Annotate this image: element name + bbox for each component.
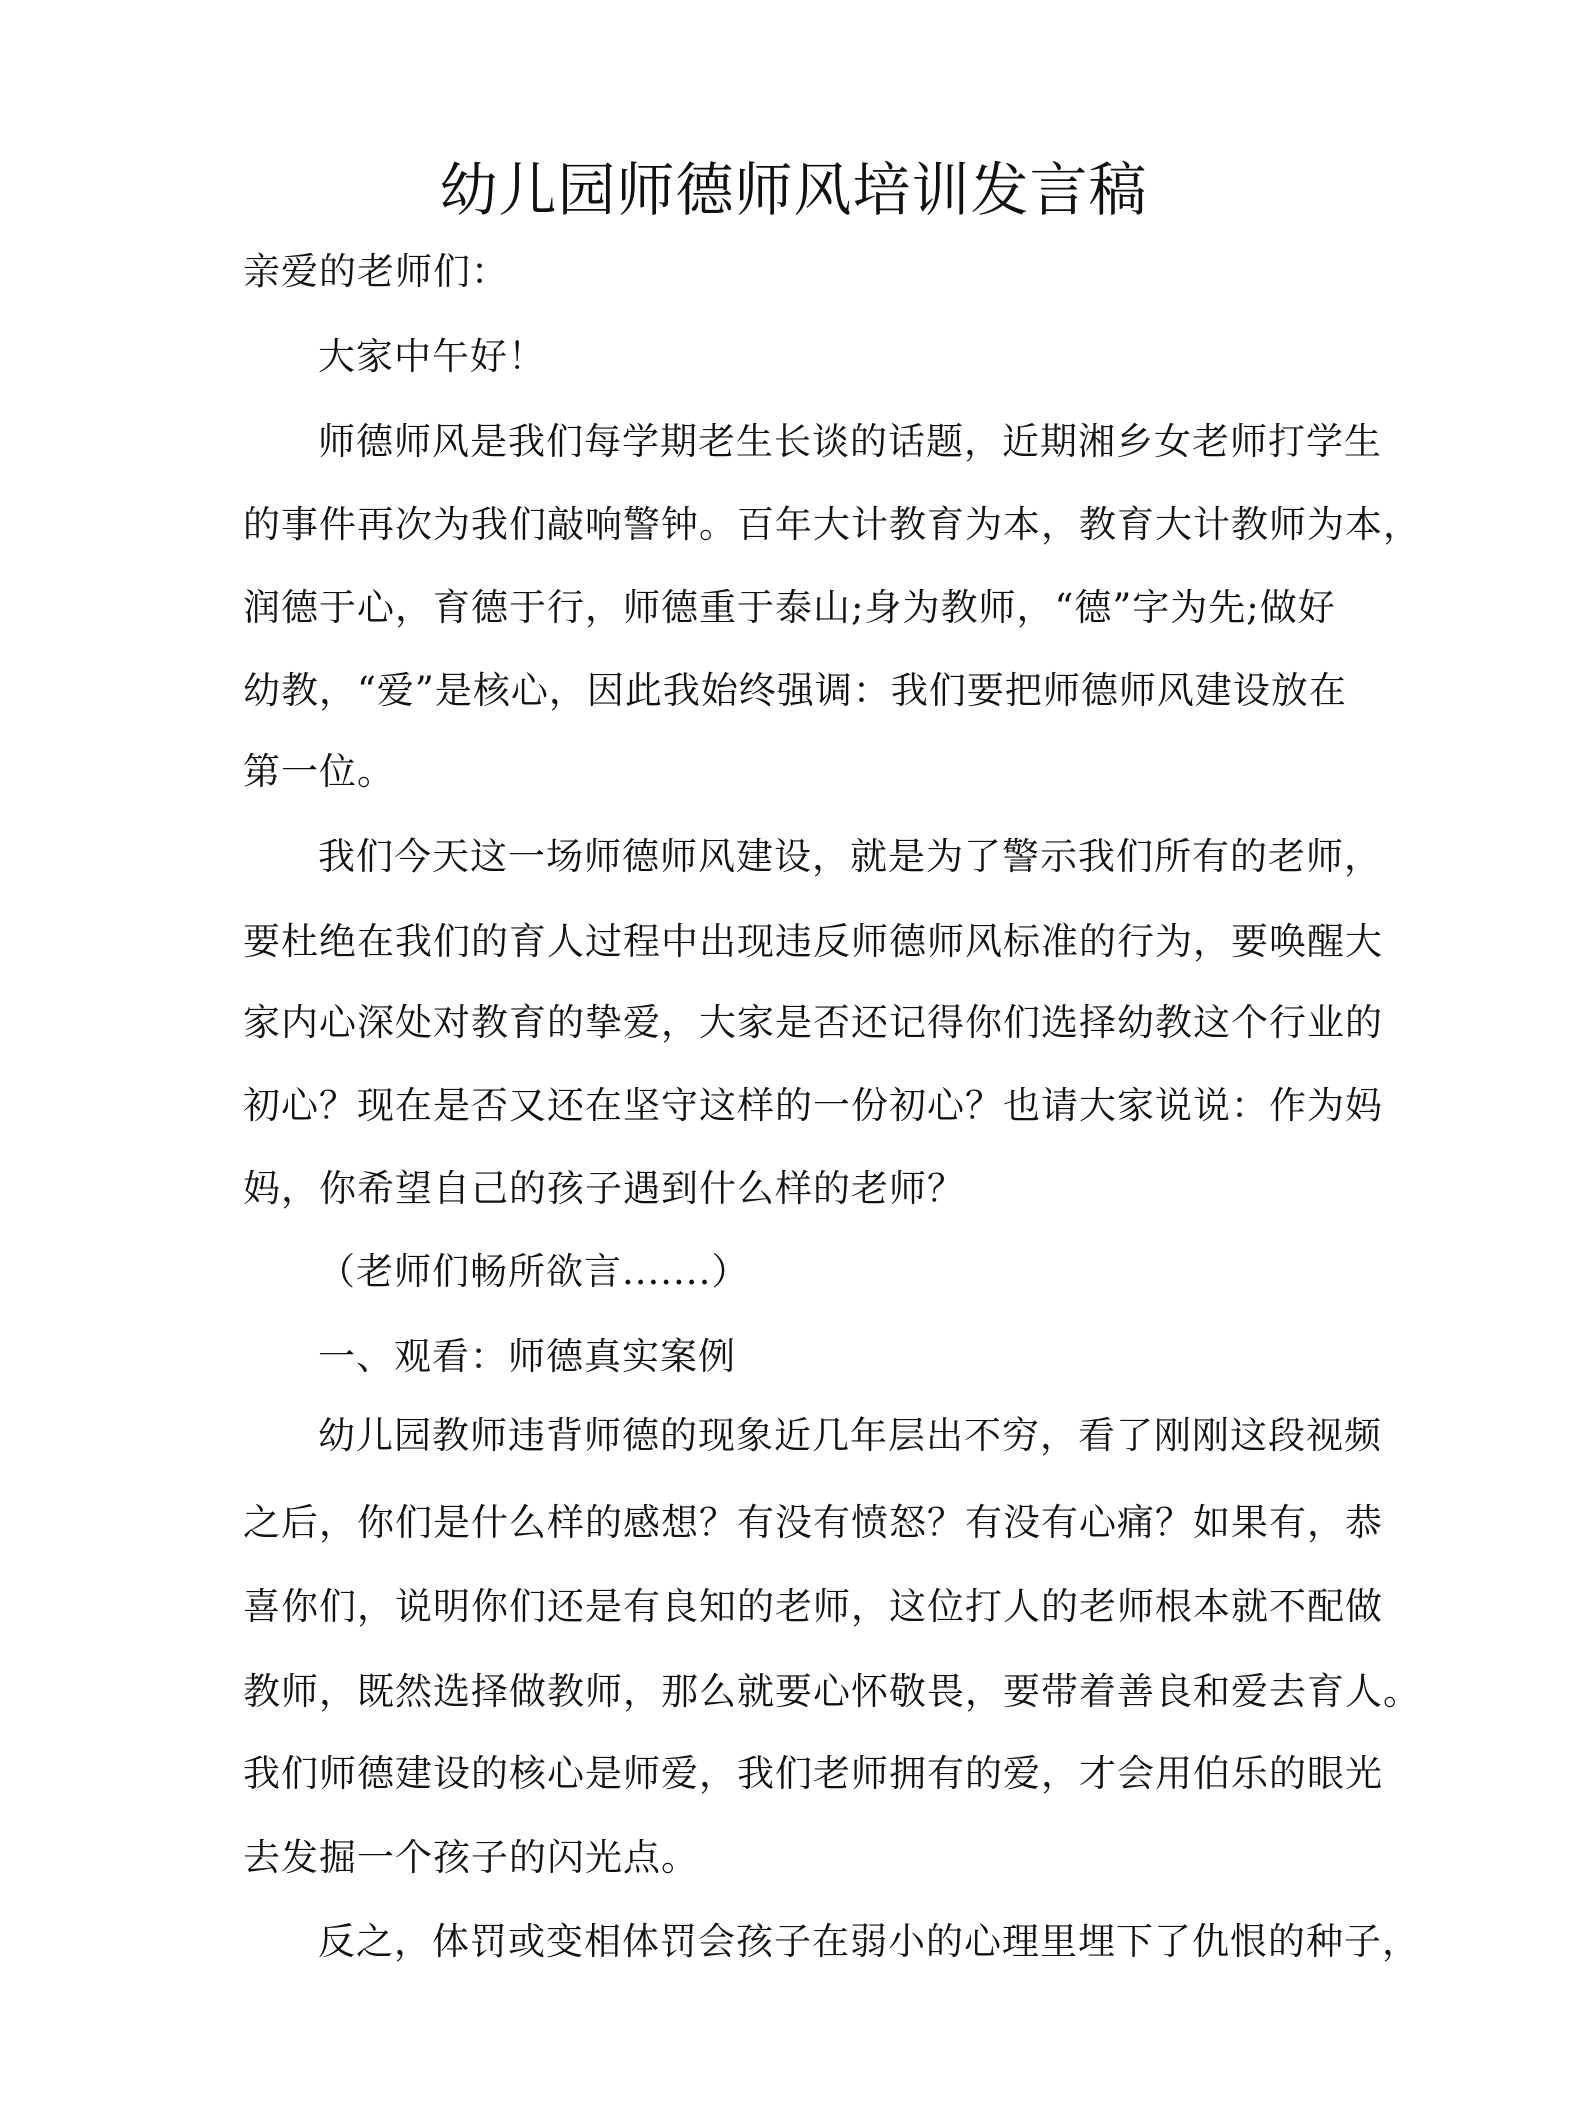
paragraph-line: 我们师德建设的核心是师爱，我们老师拥有的爱，才会用伯乐的眼光	[243, 1752, 1383, 1795]
paragraph-line: 润德于心，育德于行，师德重于泰山;身为教师，“德”字为先;做好	[243, 586, 1336, 629]
paragraph-line: 家内心深处对教育的挚爱，大家是否还记得你们选择幼教这个行业的	[243, 1001, 1383, 1044]
paragraph-line: 幼教，“爱”是核心，因此我始终强调：我们要把师德师风建设放在	[243, 669, 1347, 712]
paragraph-line: 的事件再次为我们敲响警钟。百年大计教育为本，教育大计教师为本，	[243, 503, 1421, 546]
paragraph-line: 幼儿园教师违背师德的现象近几年层出不穷，看了刚刚这段视频	[318, 1414, 1382, 1457]
paragraph-line: 之后，你们是什么样的感想？有没有愤怒？有没有心痛？如果有，恭	[243, 1501, 1383, 1544]
salutation: 亲爱的老师们：	[243, 250, 509, 293]
paragraph-line: 第一位。	[243, 750, 395, 793]
paragraph-line: 妈，你希望自己的孩子遇到什么样的老师？	[243, 1167, 965, 1210]
paragraph-line: 我们今天这一场师德师风建设，就是为了警示我们所有的老师，	[318, 835, 1382, 878]
paragraph-line: 师德师风是我们每学期老生长谈的话题，近期湘乡女老师打学生	[318, 420, 1382, 463]
paragraph-line: 要杜绝在我们的育人过程中出现违反师德师风标准的行为，要唤醒大	[243, 920, 1383, 963]
document-title: 幼儿园师德师风培训发言稿	[439, 156, 1148, 224]
section-heading: 一、观看：师德真实案例	[318, 1335, 736, 1378]
paragraph-line: 喜你们，说明你们还是有良知的老师，这位打人的老师根本就不配做	[243, 1585, 1383, 1628]
paragraph-line: （老师们畅所欲言.......）	[318, 1250, 750, 1293]
paragraph-line: 教师，既然选择做教师，那么就要心怀敬畏，要带着善良和爱去育人。	[243, 1670, 1421, 1713]
paragraph-line: 初心？现在是否又还在坚守这样的一份初心？也请大家说说：作为妈	[243, 1084, 1383, 1127]
paragraph-line: 反之，体罚或变相体罚会孩子在弱小的心理里埋下了仇恨的种子，	[318, 1920, 1420, 1963]
greeting: 大家中午好！	[318, 335, 546, 378]
paragraph-line: 去发掘一个孩子的闪光点。	[243, 1836, 699, 1879]
